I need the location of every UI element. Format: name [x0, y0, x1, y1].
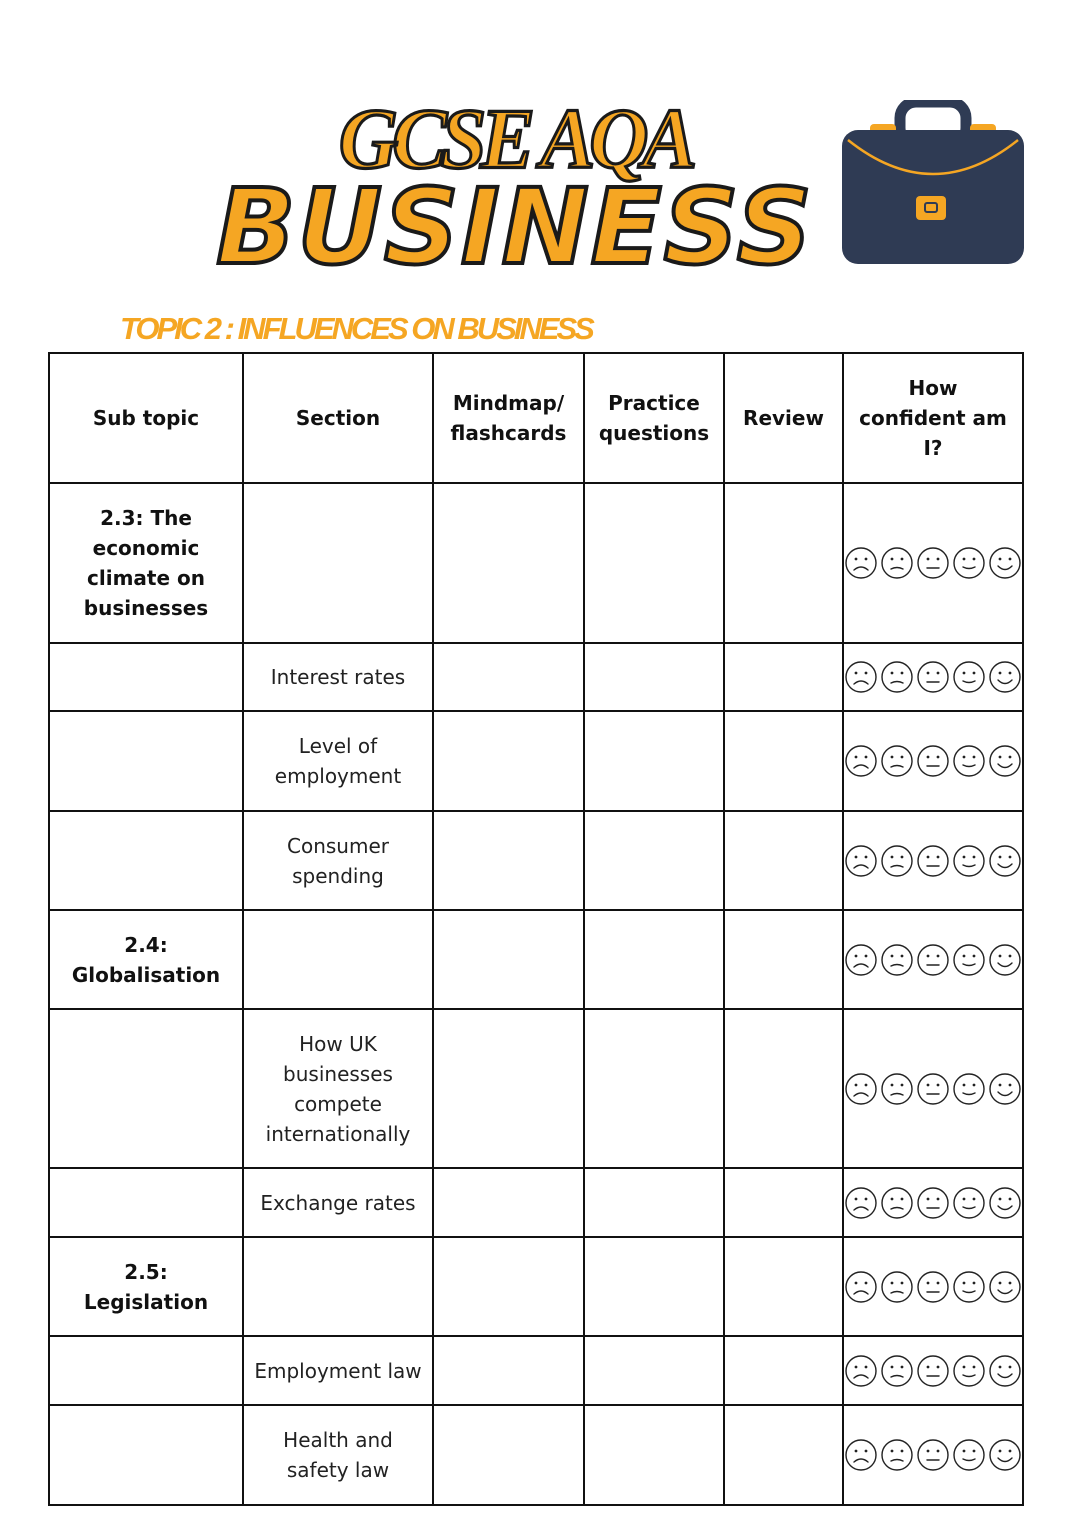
- sub-topic-cell: 2.3: The economic climate on businesses: [49, 483, 243, 643]
- happy-face-icon[interactable]: [952, 844, 986, 878]
- table-row: [49, 1336, 1023, 1405]
- mindmap-checkbox-cell[interactable]: [433, 483, 584, 643]
- sub-topic-cell: [49, 711, 243, 811]
- topic-title: TOPIC 2 : INFLUENCES ON BUSINESS: [120, 311, 592, 346]
- very-happy-face-icon[interactable]: [988, 1438, 1022, 1472]
- header-review: Review: [724, 353, 843, 483]
- practice-checkbox-cell[interactable]: [584, 1237, 724, 1336]
- happy-face-icon[interactable]: [952, 546, 986, 580]
- review-checkbox-cell[interactable]: [724, 1405, 843, 1505]
- sad-face-icon[interactable]: [880, 1072, 914, 1106]
- header-row: [49, 353, 1023, 483]
- very-happy-face-icon[interactable]: [988, 1072, 1022, 1106]
- sub-topic-cell: [49, 1009, 243, 1168]
- very-sad-face-icon[interactable]: [844, 546, 878, 580]
- very-happy-face-icon[interactable]: [988, 1186, 1022, 1220]
- table-row: [49, 910, 1023, 1009]
- header-confidence: How confident am I?: [843, 353, 1023, 483]
- practice-checkbox-cell[interactable]: [584, 1405, 724, 1505]
- neutral-face-icon[interactable]: [916, 1186, 950, 1220]
- review-checkbox-cell[interactable]: [724, 1237, 843, 1336]
- review-checkbox-cell[interactable]: [724, 1336, 843, 1405]
- confidence-rating-cell: [843, 643, 1023, 711]
- briefcase-icon: [838, 100, 1028, 270]
- table-row: [49, 811, 1023, 910]
- sad-face-icon[interactable]: [880, 1438, 914, 1472]
- review-checkbox-cell[interactable]: [724, 1168, 843, 1237]
- very-happy-face-icon[interactable]: [988, 546, 1022, 580]
- happy-face-icon[interactable]: [952, 943, 986, 977]
- section-cell: Consumer spending: [243, 811, 433, 910]
- practice-checkbox-cell[interactable]: [584, 1336, 724, 1405]
- section-cell: Employment law: [243, 1336, 433, 1405]
- section-cell: [243, 1237, 433, 1336]
- brand-header: [0, 0, 1080, 300]
- mindmap-checkbox-cell[interactable]: [433, 1405, 584, 1505]
- very-happy-face-icon[interactable]: [988, 1270, 1022, 1304]
- very-sad-face-icon[interactable]: [844, 744, 878, 778]
- confidence-rating-cell: [843, 1237, 1023, 1336]
- happy-face-icon[interactable]: [952, 1270, 986, 1304]
- sad-face-icon[interactable]: [880, 744, 914, 778]
- confidence-rating-cell: [843, 711, 1023, 811]
- very-sad-face-icon[interactable]: [844, 943, 878, 977]
- table-row: [49, 1168, 1023, 1237]
- happy-face-icon[interactable]: [952, 1072, 986, 1106]
- header-sub-topic: Sub topic: [49, 353, 243, 483]
- neutral-face-icon[interactable]: [916, 1354, 950, 1388]
- happy-face-icon[interactable]: [952, 1186, 986, 1220]
- very-happy-face-icon[interactable]: [988, 1354, 1022, 1388]
- very-sad-face-icon[interactable]: [844, 1186, 878, 1220]
- review-checkbox-cell[interactable]: [724, 711, 843, 811]
- table-row: [49, 1237, 1023, 1336]
- very-sad-face-icon[interactable]: [844, 1270, 878, 1304]
- sad-face-icon[interactable]: [880, 1186, 914, 1220]
- sub-topic-cell: 2.4: Globalisation: [49, 910, 243, 1009]
- confidence-rating-cell: [843, 483, 1023, 643]
- very-happy-face-icon[interactable]: [988, 660, 1022, 694]
- header-mindmap: Mindmap/ flashcards: [433, 353, 584, 483]
- header-section: Section: [243, 353, 433, 483]
- sub-topic-cell: [49, 1336, 243, 1405]
- very-sad-face-icon[interactable]: [844, 660, 878, 694]
- section-cell: Interest rates: [243, 643, 433, 711]
- neutral-face-icon[interactable]: [916, 1072, 950, 1106]
- sad-face-icon[interactable]: [880, 1354, 914, 1388]
- review-checkbox-cell[interactable]: [724, 811, 843, 910]
- neutral-face-icon[interactable]: [916, 660, 950, 694]
- confidence-rating-cell: [843, 1405, 1023, 1505]
- very-sad-face-icon[interactable]: [844, 1072, 878, 1106]
- mindmap-checkbox-cell[interactable]: [433, 1336, 584, 1405]
- brand-title-line1: GCSE AQA: [338, 90, 692, 187]
- neutral-face-icon[interactable]: [916, 1270, 950, 1304]
- sad-face-icon[interactable]: [880, 660, 914, 694]
- very-sad-face-icon[interactable]: [844, 1354, 878, 1388]
- very-happy-face-icon[interactable]: [988, 943, 1022, 977]
- brand-title-line2: BUSINESS: [216, 166, 814, 288]
- section-cell: Exchange rates: [243, 1168, 433, 1237]
- header-practice: Practice questions: [584, 353, 724, 483]
- mindmap-checkbox-cell[interactable]: [433, 1168, 584, 1237]
- mindmap-checkbox-cell[interactable]: [433, 643, 584, 711]
- section-cell: [243, 483, 433, 643]
- review-checkbox-cell[interactable]: [724, 643, 843, 711]
- happy-face-icon[interactable]: [952, 744, 986, 778]
- practice-checkbox-cell[interactable]: [584, 711, 724, 811]
- neutral-face-icon[interactable]: [916, 1438, 950, 1472]
- sad-face-icon[interactable]: [880, 943, 914, 977]
- sad-face-icon[interactable]: [880, 844, 914, 878]
- confidence-rating-cell: [843, 1336, 1023, 1405]
- review-checkbox-cell[interactable]: [724, 1009, 843, 1168]
- sad-face-icon[interactable]: [880, 1270, 914, 1304]
- neutral-face-icon[interactable]: [916, 744, 950, 778]
- sub-topic-cell: 2.5: Legislation: [49, 1237, 243, 1336]
- practice-checkbox-cell[interactable]: [584, 643, 724, 711]
- very-happy-face-icon[interactable]: [988, 844, 1022, 878]
- sub-topic-cell: [49, 1168, 243, 1237]
- sub-topic-cell: [49, 811, 243, 910]
- confidence-rating-cell: [843, 910, 1023, 1009]
- very-sad-face-icon[interactable]: [844, 1438, 878, 1472]
- section-cell: Health and safety law: [243, 1405, 433, 1505]
- neutral-face-icon[interactable]: [916, 844, 950, 878]
- neutral-face-icon[interactable]: [916, 943, 950, 977]
- review-checkbox-cell[interactable]: [724, 483, 843, 643]
- table-row: [49, 1405, 1023, 1505]
- practice-checkbox-cell[interactable]: [584, 1168, 724, 1237]
- section-cell: [243, 910, 433, 1009]
- happy-face-icon[interactable]: [952, 660, 986, 694]
- table-row: [49, 711, 1023, 811]
- confidence-rating-cell: [843, 1009, 1023, 1168]
- sub-topic-cell: [49, 1405, 243, 1505]
- very-sad-face-icon[interactable]: [844, 844, 878, 878]
- practice-checkbox-cell[interactable]: [584, 1009, 724, 1168]
- mindmap-checkbox-cell[interactable]: [433, 1237, 584, 1336]
- mindmap-checkbox-cell[interactable]: [433, 811, 584, 910]
- practice-checkbox-cell[interactable]: [584, 811, 724, 910]
- happy-face-icon[interactable]: [952, 1438, 986, 1472]
- practice-checkbox-cell[interactable]: [584, 910, 724, 1009]
- table-row: [49, 483, 1023, 643]
- section-cell: How UK businesses compete internationally: [243, 1009, 433, 1168]
- confidence-rating-cell: [843, 1168, 1023, 1237]
- mindmap-checkbox-cell[interactable]: [433, 1009, 584, 1168]
- very-happy-face-icon[interactable]: [988, 744, 1022, 778]
- revision-tracker-table: [48, 352, 1024, 1506]
- neutral-face-icon[interactable]: [916, 546, 950, 580]
- review-checkbox-cell[interactable]: [724, 910, 843, 1009]
- sub-topic-cell: [49, 643, 243, 711]
- mindmap-checkbox-cell[interactable]: [433, 711, 584, 811]
- practice-checkbox-cell[interactable]: [584, 483, 724, 643]
- table-row: [49, 1009, 1023, 1168]
- section-cell: Level of employment: [243, 711, 433, 811]
- confidence-rating-cell: [843, 811, 1023, 910]
- happy-face-icon[interactable]: [952, 1354, 986, 1388]
- table-row: [49, 643, 1023, 711]
- sad-face-icon[interactable]: [880, 546, 914, 580]
- mindmap-checkbox-cell[interactable]: [433, 910, 584, 1009]
